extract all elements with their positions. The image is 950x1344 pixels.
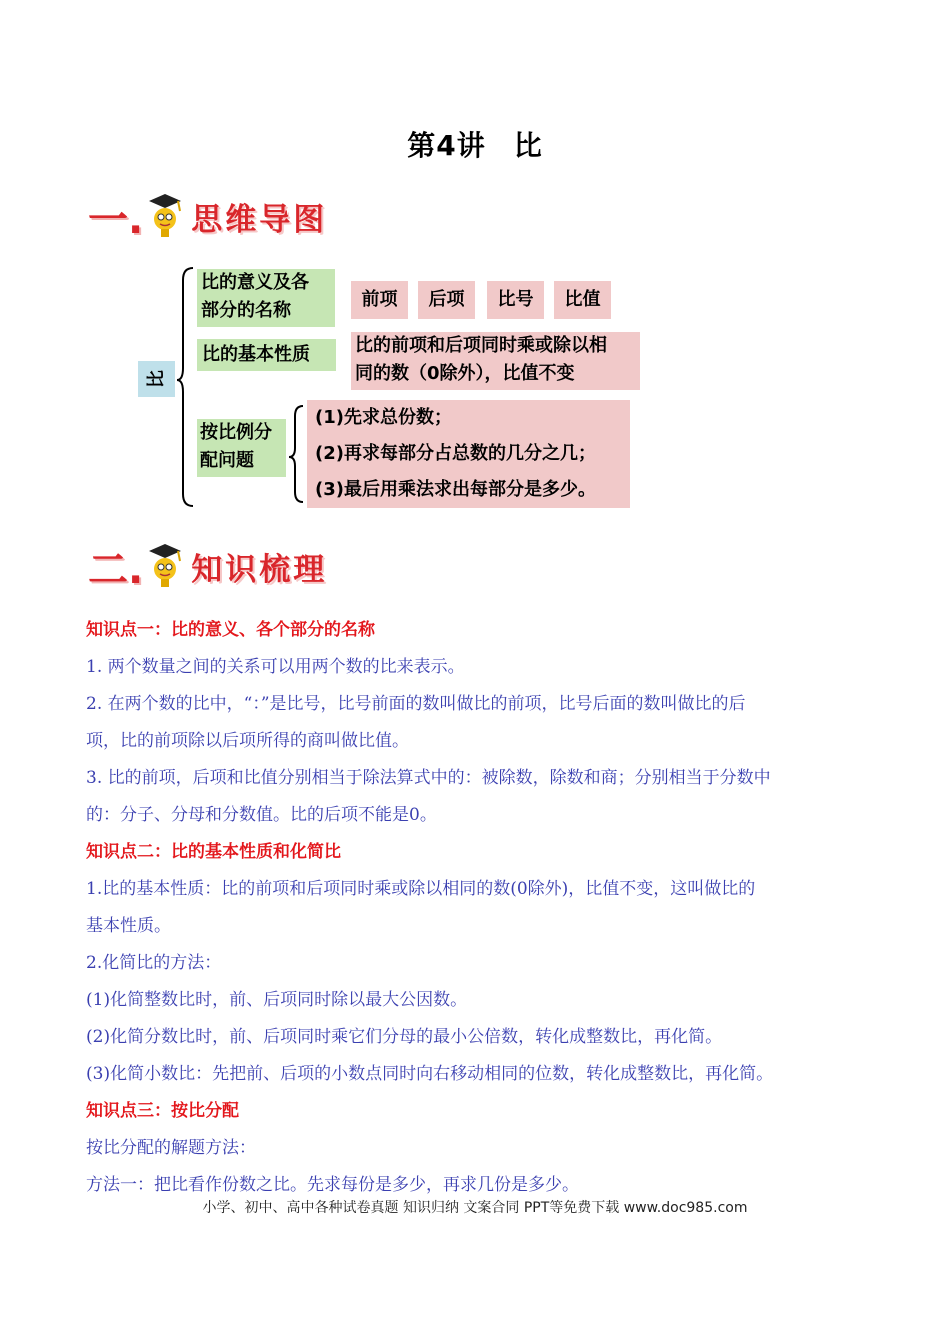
kp2-paragraph: 基本性质。 [86, 916, 171, 936]
page-footer: 小学、初中、高中各种试卷真题 知识归纳 文案合同 PPT等免费下载 www.doc985.com [202, 1200, 748, 1216]
knowledge-body [86, 612, 876, 1204]
kp1-paragraph: 3. 比的前项，后项和比值分别相当于除法算式中的：被除数，除数和商；分别相当于分数中 [86, 768, 771, 788]
step-item: (1)先求总份数； [315, 407, 452, 428]
graduate-mascot-icon [145, 541, 185, 591]
node-distribution-line1: 按比例分 [200, 422, 272, 443]
kp2-title: 知识点二：比的基本性质和化简比 [86, 842, 341, 862]
part-ratio-sign: 比号 [487, 281, 544, 319]
kp1-paragraph: 2. 在两个数的比中，“：”是比号，比号前面的数叫做比的前项，比号后面的数叫做比的后 [86, 694, 746, 714]
kp2-paragraph: (3)化简小数比：先把前、后项的小数点同时向右移动相同的位数，转化成整数比，再化简。 [86, 1064, 774, 1084]
page-title [0, 124, 950, 164]
kp2-paragraph: (2)化简分数比时，前、后项同时乘它们分母的最小公倍数，转化成整数比，再化简。 [86, 1027, 723, 1047]
graduate-mascot-icon [145, 191, 185, 241]
part-ratio-value: 比值 [554, 281, 611, 319]
section-heading-knowledge [88, 536, 327, 596]
kp3-title: 知识点三：按比分配 [86, 1101, 239, 1121]
kp2-paragraph: 2.化简比的方法： [86, 953, 222, 973]
node-meaning-line2: 部分的名称 [201, 300, 291, 321]
kp1-paragraph: 项，比的前项除以后项所得的商叫做比值。 [86, 731, 409, 751]
section-label: 知识梳理 [191, 551, 328, 588]
node-meaning-line1: 比的意义及各 [201, 272, 309, 293]
kp1-paragraph: 1. 两个数量之间的关系可以用两个数的比来表示。 [86, 657, 465, 677]
property-detail [351, 332, 640, 390]
step-item: (2)再求每部分占总数的几分之几； [315, 443, 596, 464]
lecture-number: 第4讲 [407, 129, 486, 162]
mindmap-node-distribution [197, 419, 286, 477]
kp3-paragraph: 按比分配的解题方法： [86, 1138, 256, 1158]
section-label: 思维导图 [191, 201, 328, 238]
distribution-steps [307, 400, 630, 508]
section-heading-mindmap [88, 186, 327, 246]
mindmap-node-property: 比的基本性质 [197, 339, 336, 371]
kp3-paragraph: 方法一：把比看作份数之比。先求每份是多少，再求几份是多少。 [86, 1175, 579, 1195]
kp2-paragraph: 1.比的基本性质：比的前项和后项同时乘或除以相同的数(0除外)，比值不变，这叫做比的 [86, 879, 756, 899]
part-back-term: 后项 [418, 281, 475, 319]
kp2-paragraph: (1)化简整数比时，前、后项同时除以最大公因数。 [86, 990, 468, 1010]
mindmap-node-meaning [197, 269, 335, 327]
lecture-topic: 比 [513, 129, 543, 162]
node-distribution-line2: 配问题 [200, 450, 254, 471]
kp1-paragraph: 的：分子、分母和分数值。比的后项不能是0。 [86, 805, 437, 825]
section-number: 二. [88, 546, 144, 593]
step-item: (3)最后用乘法求出每部分是多少。 [315, 479, 596, 500]
kp1-title: 知识点一：比的意义、各个部分的名称 [86, 620, 375, 640]
section-number: 一. [88, 196, 144, 243]
property-detail-line1: 比的前项和后项同时乘或除以相 [355, 335, 607, 356]
mindmap-root-label: 比 [145, 370, 167, 388]
property-detail-line2: 同的数（0除外），比值不变 [355, 363, 575, 384]
mindmap-root [138, 361, 175, 397]
part-front-term: 前项 [351, 281, 408, 319]
